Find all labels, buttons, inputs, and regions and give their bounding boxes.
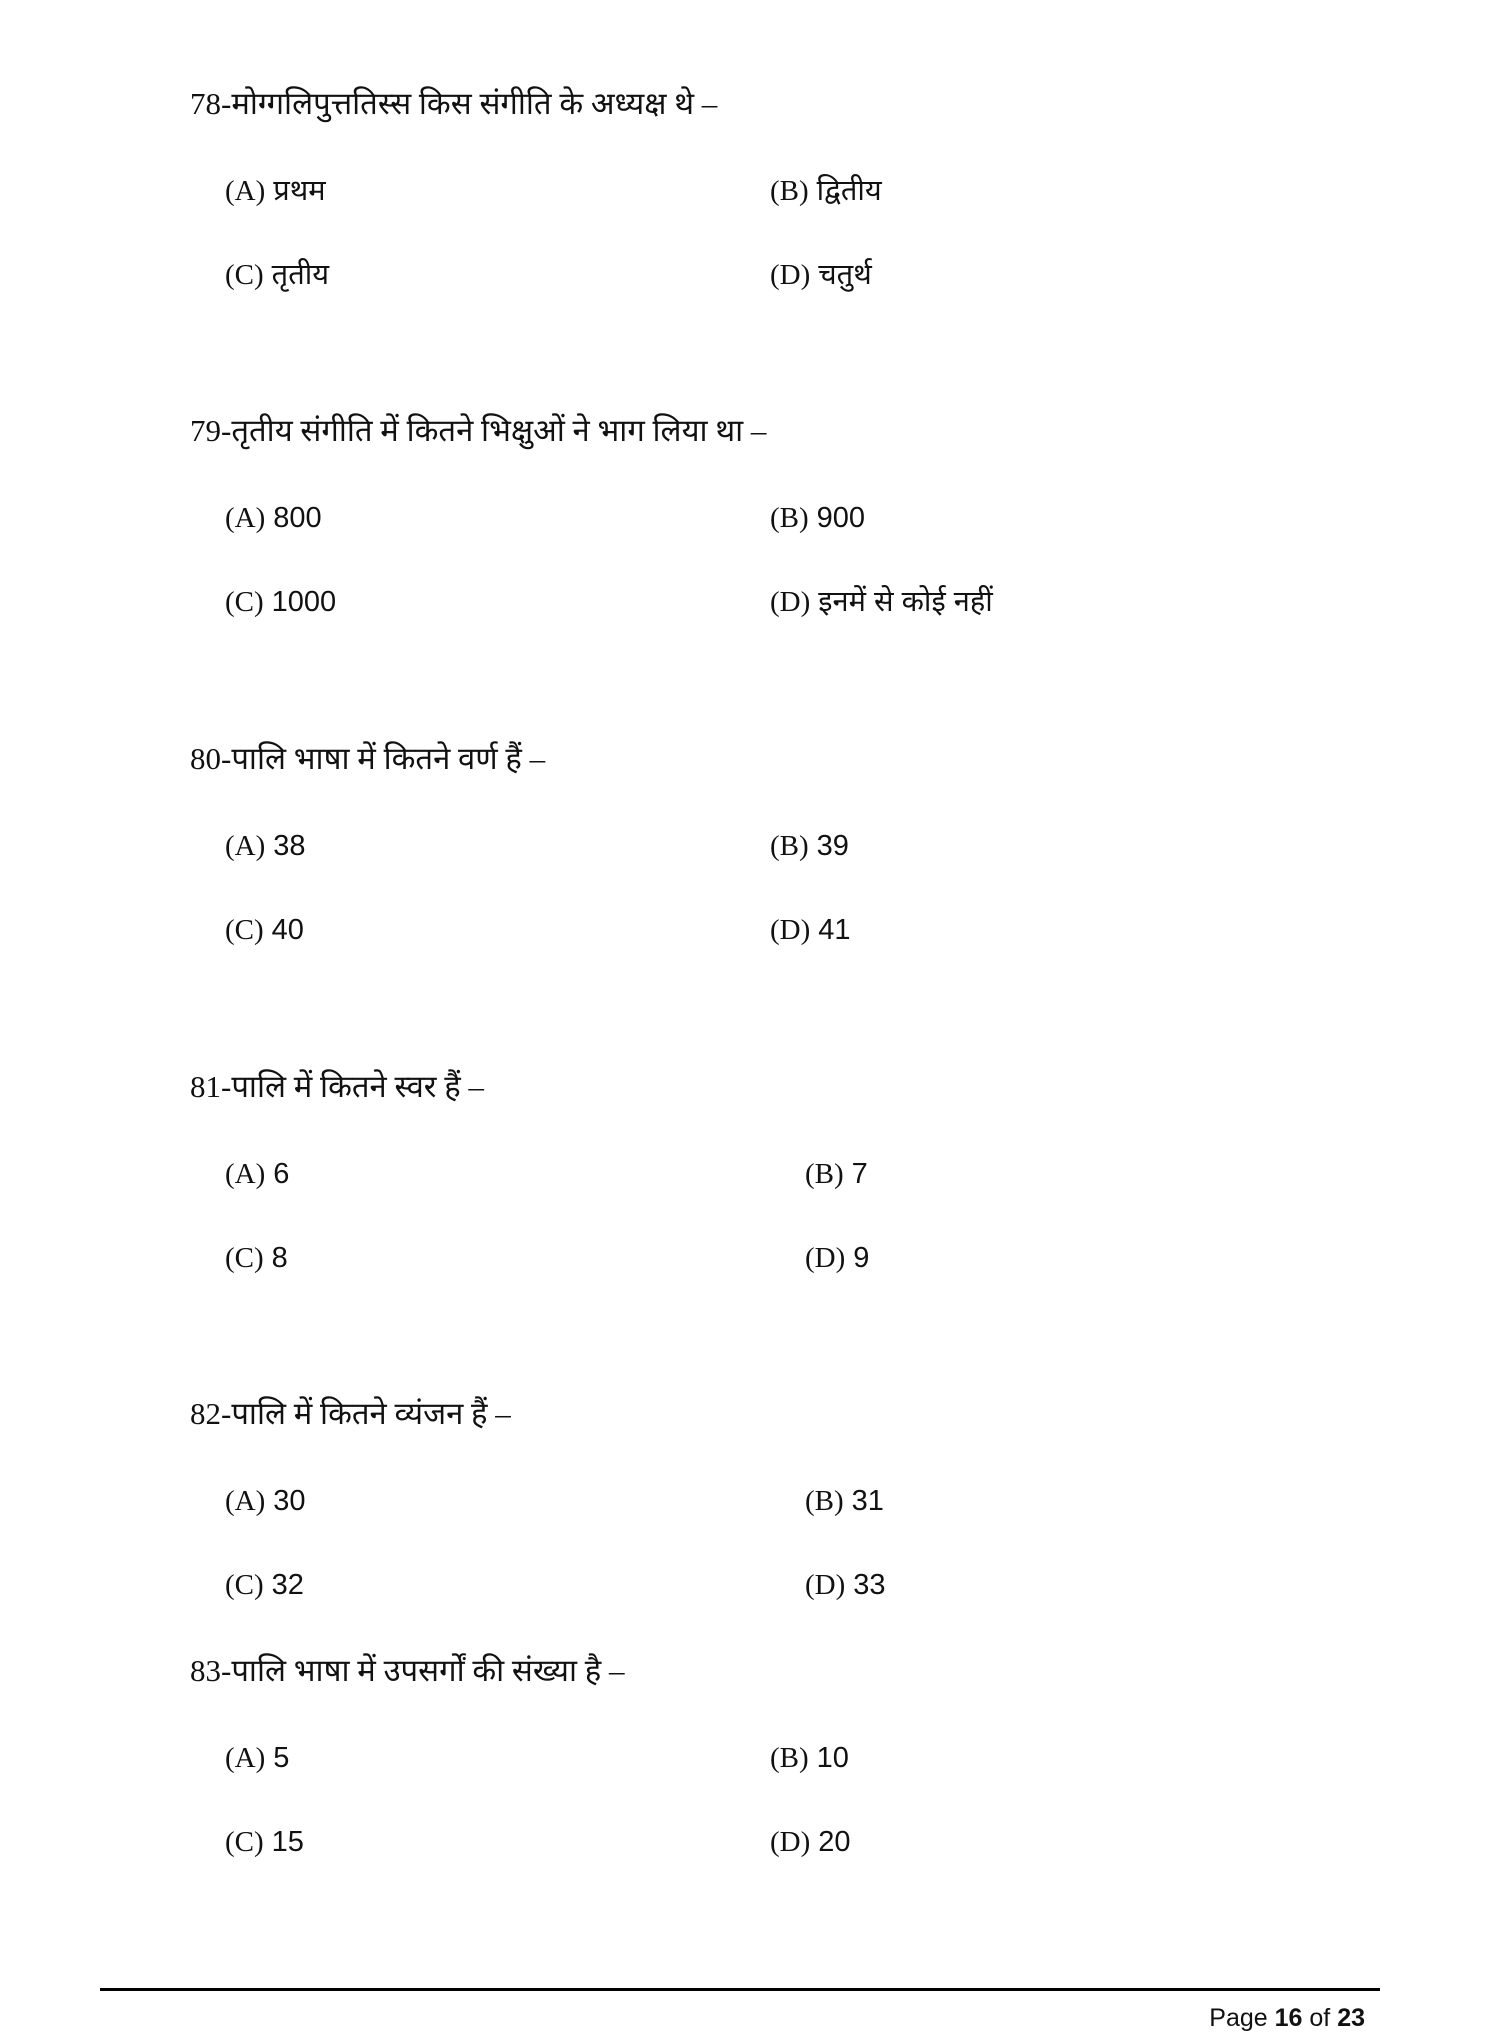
option-value: 5 bbox=[273, 1742, 290, 1774]
option-value: 33 bbox=[853, 1569, 886, 1601]
question-text: 78-मोग्गलिपुत्ततिस्स किस संगीति के अध्यक्ष थे – bbox=[190, 86, 718, 121]
answer-option bbox=[225, 1822, 304, 1862]
option-value: इनमें से कोई नहीं bbox=[818, 586, 993, 618]
answer-option bbox=[225, 1238, 288, 1278]
answer-option bbox=[805, 1565, 886, 1605]
option-value: 32 bbox=[271, 1569, 304, 1601]
of-word: of bbox=[1309, 2004, 1331, 2032]
option-label: (C) bbox=[225, 914, 264, 946]
answer-option bbox=[225, 498, 322, 538]
answer-option bbox=[770, 910, 851, 950]
option-label: (D) bbox=[770, 914, 811, 946]
option-value: 8 bbox=[271, 1242, 288, 1274]
option-label: (B) bbox=[770, 1742, 809, 1774]
answer-option bbox=[770, 498, 865, 538]
option-label: (D) bbox=[805, 1569, 846, 1601]
answer-option bbox=[770, 582, 993, 622]
current-page: 16 bbox=[1274, 2004, 1303, 2032]
option-label: (C) bbox=[225, 1569, 264, 1601]
option-label: (B) bbox=[770, 502, 809, 534]
option-label: (D) bbox=[770, 586, 811, 618]
option-value: 6 bbox=[273, 1158, 290, 1190]
option-value: 10 bbox=[816, 1742, 849, 1774]
option-label: (C) bbox=[225, 586, 264, 618]
answer-option bbox=[225, 582, 336, 622]
answer-option bbox=[770, 826, 849, 866]
option-value: 1000 bbox=[271, 586, 337, 618]
option-value: 900 bbox=[816, 502, 866, 534]
question-text: 81-पालि में कितने स्वर हैं – bbox=[190, 1069, 484, 1104]
question-text: 80-पालि भाषा में कितने वर्ण हैं – bbox=[190, 741, 546, 776]
option-value: 40 bbox=[271, 914, 304, 946]
option-value: तृतीय bbox=[271, 259, 330, 291]
option-value: प्रथम bbox=[273, 175, 326, 207]
option-value: चतुर्थ bbox=[818, 259, 872, 291]
option-label: (D) bbox=[770, 259, 811, 291]
option-label: (C) bbox=[225, 259, 264, 291]
answer-option bbox=[770, 1738, 849, 1778]
answer-option bbox=[770, 1822, 851, 1862]
answer-option bbox=[225, 1565, 304, 1605]
option-label: (A) bbox=[225, 502, 266, 534]
answer-option bbox=[805, 1154, 868, 1194]
option-value: 31 bbox=[851, 1485, 884, 1517]
option-value: 39 bbox=[816, 830, 849, 862]
question-text: 83-पालि भाषा में उपसर्गों की संख्या है – bbox=[190, 1653, 625, 1688]
option-label: (A) bbox=[225, 1742, 266, 1774]
option-label: (C) bbox=[225, 1826, 264, 1858]
option-value: 41 bbox=[818, 914, 851, 946]
option-label: (A) bbox=[225, 1158, 266, 1190]
option-label: (A) bbox=[225, 830, 266, 862]
question-text: 79-तृतीय संगीति में कितने भिक्षुओं ने भाग लिया था – bbox=[190, 413, 767, 448]
option-value: द्वितीय bbox=[816, 175, 882, 207]
option-label: (B) bbox=[770, 830, 809, 862]
answer-option bbox=[805, 1481, 884, 1521]
answer-option bbox=[225, 826, 306, 866]
answer-option bbox=[770, 255, 872, 295]
question-text: 82-पालि में कितने व्यंजन हैं – bbox=[190, 1396, 511, 1431]
option-label: (C) bbox=[225, 1242, 264, 1274]
option-value: 7 bbox=[851, 1158, 868, 1190]
answer-option bbox=[225, 910, 304, 950]
option-label: (B) bbox=[805, 1158, 844, 1190]
option-label: (D) bbox=[770, 1826, 811, 1858]
answer-option bbox=[225, 171, 326, 211]
answer-option bbox=[805, 1238, 869, 1278]
option-value: 800 bbox=[273, 502, 322, 534]
option-value: 20 bbox=[818, 1826, 851, 1858]
option-label: (B) bbox=[805, 1485, 844, 1517]
option-label: (D) bbox=[805, 1242, 846, 1274]
option-value: 15 bbox=[271, 1826, 304, 1858]
option-value: 30 bbox=[273, 1485, 306, 1517]
option-label: (B) bbox=[770, 175, 809, 207]
answer-option bbox=[225, 1738, 289, 1778]
answer-option bbox=[770, 171, 882, 211]
option-label: (A) bbox=[225, 175, 266, 207]
page-word: Page bbox=[1209, 2004, 1268, 2032]
total-pages: 23 bbox=[1337, 2004, 1365, 2032]
option-value: 38 bbox=[273, 830, 306, 862]
answer-option bbox=[225, 255, 329, 295]
page-footer bbox=[1209, 2004, 1365, 2033]
footer-divider bbox=[100, 1988, 1380, 1991]
option-value: 9 bbox=[853, 1242, 870, 1274]
answer-option bbox=[225, 1154, 289, 1194]
option-label: (A) bbox=[225, 1485, 266, 1517]
answer-option bbox=[225, 1481, 306, 1521]
